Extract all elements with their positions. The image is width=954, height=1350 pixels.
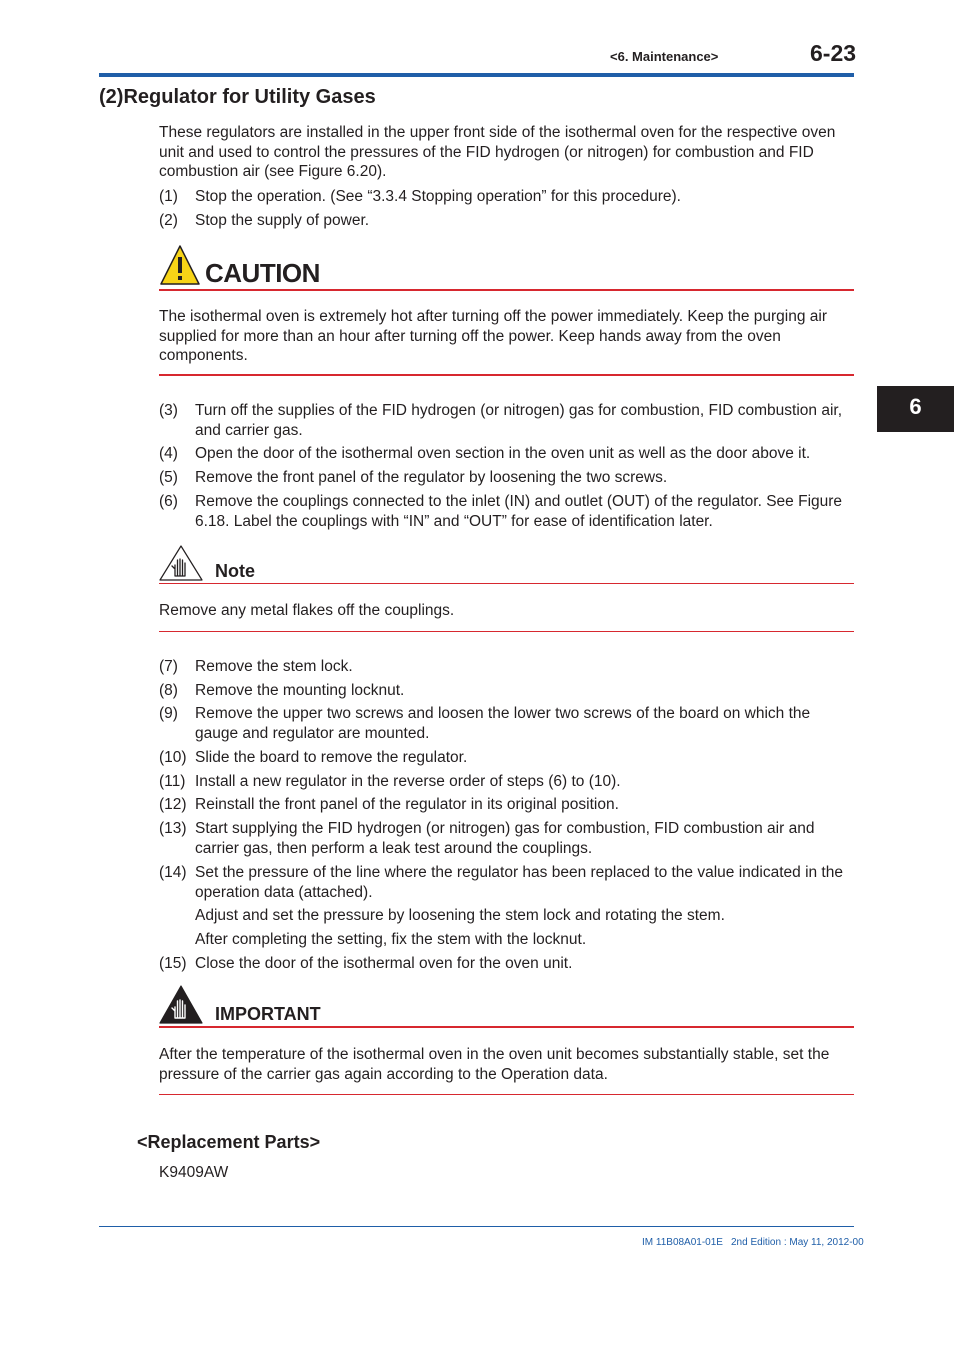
- step-number: (12): [159, 796, 187, 813]
- caution-top-rule: [159, 289, 854, 291]
- warning-triangle-icon: [159, 244, 201, 286]
- step-text: Close the door of the isothermal oven for the oven unit.: [195, 955, 573, 972]
- note-top-rule: [159, 583, 854, 584]
- footer-edition: 2nd Edition : May 11, 2012-00: [731, 1237, 864, 1248]
- page-number: 6-23: [810, 40, 857, 66]
- step-number: (2): [159, 212, 178, 229]
- chapter-tab-label: 6: [909, 394, 922, 419]
- step-text: Reinstall the front panel of the regulator in its original position.: [195, 796, 619, 813]
- step-number: (6): [159, 493, 178, 510]
- important-bottom-rule: [159, 1094, 854, 1095]
- step-number: (14): [159, 864, 187, 881]
- step-text: Turn off the supplies of the FID hydrogen (or nitrogen) gas for combustion, FID combustion air, and carrier gas.: [195, 402, 843, 439]
- caution-bottom-rule: [159, 374, 854, 376]
- step-number: (9): [159, 705, 178, 722]
- step-text: After completing the setting, fix the stem with the locknut.: [195, 931, 587, 948]
- caution-title: CAUTION: [205, 258, 320, 288]
- step-number: (3): [159, 402, 178, 419]
- step-text: Remove the couplings connected to the inlet (IN) and outlet (OUT) of the regulator. See Figure 6.18. Label the couplings with “IN” and “OUT” for ease of identification later.: [195, 493, 843, 530]
- caution-text: The isothermal oven is extremely hot after turning off the power immediately. Keep the purging air supplied for more than an hour after turning off the power. Keep hands away from the oven components.: [159, 308, 827, 364]
- step-number: (5): [159, 469, 178, 486]
- step-number: (8): [159, 682, 178, 699]
- chapter-tab: [877, 386, 954, 432]
- step-number: (7): [159, 658, 178, 675]
- header-rule: [99, 73, 854, 77]
- step-number: (1): [159, 188, 178, 205]
- important-title: IMPORTANT: [215, 1004, 321, 1024]
- step-text: Remove the mounting locknut.: [195, 682, 405, 699]
- step-number: (4): [159, 445, 178, 462]
- step-number: (11): [159, 773, 186, 790]
- hand-important-icon: [159, 985, 203, 1024]
- step-text: Start supplying the FID hydrogen (or nitrogen) gas for combustion, FID combustion air and carrier gas, then perform a leak test around the couplings.: [195, 820, 815, 857]
- replacement-parts-heading: <Replacement Parts>: [137, 1132, 321, 1152]
- step-text: Remove the upper two screws and loosen the lower two screws of the board on which the gauge and regulator are mounted.: [195, 705, 811, 742]
- step-text: Adjust and set the pressure by loosening the stem lock and rotating the stem.: [195, 907, 725, 924]
- note-text: Remove any metal flakes off the couplings.: [159, 602, 455, 619]
- footer-rule: [99, 1226, 854, 1227]
- step-text: Set the pressure of the line where the regulator has been replaced to the value indicated in the operation data (attached).: [195, 864, 843, 901]
- step-number: (13): [159, 820, 187, 837]
- footer-doc-id: IM 11B08A01-01E: [642, 1237, 723, 1248]
- step-number: (15): [159, 955, 187, 972]
- step-text: Install a new regulator in the reverse order of steps (6) to (10).: [195, 773, 621, 790]
- intro-paragraph: These regulators are installed in the upper front side of the isothermal oven for the respective oven unit and used to control the pressures of the FID hydrogen (or nitrogen) for combustion and FID combustion air (see Figure 6.20).: [159, 124, 836, 180]
- important-text: After the temperature of the isothermal oven in the oven unit becomes substantially stable, set the pressure of the carrier gas again according to the Operation data.: [159, 1046, 830, 1083]
- step-text: Stop the supply of power.: [195, 212, 370, 229]
- important-top-rule: [159, 1026, 854, 1028]
- step-text: Slide the board to remove the regulator.: [195, 749, 468, 766]
- header-section-label: <6. Maintenance>: [610, 49, 719, 64]
- step-number: (10): [159, 749, 187, 766]
- step-text: Stop the operation. (See “3.3.4 Stopping operation” for this procedure).: [195, 188, 681, 205]
- note-bottom-rule: [159, 631, 854, 632]
- note-title: Note: [215, 561, 255, 581]
- section-title: (2)Regulator for Utility Gases: [99, 86, 376, 108]
- hand-note-icon: [159, 545, 203, 581]
- step-text: Remove the front panel of the regulator by loosening the two screws.: [195, 469, 668, 486]
- replacement-part-number: K9409AW: [159, 1164, 229, 1181]
- step-text: Remove the stem lock.: [195, 658, 353, 675]
- step-text: Open the door of the isothermal oven section in the oven unit as well as the door above it.: [195, 445, 811, 462]
